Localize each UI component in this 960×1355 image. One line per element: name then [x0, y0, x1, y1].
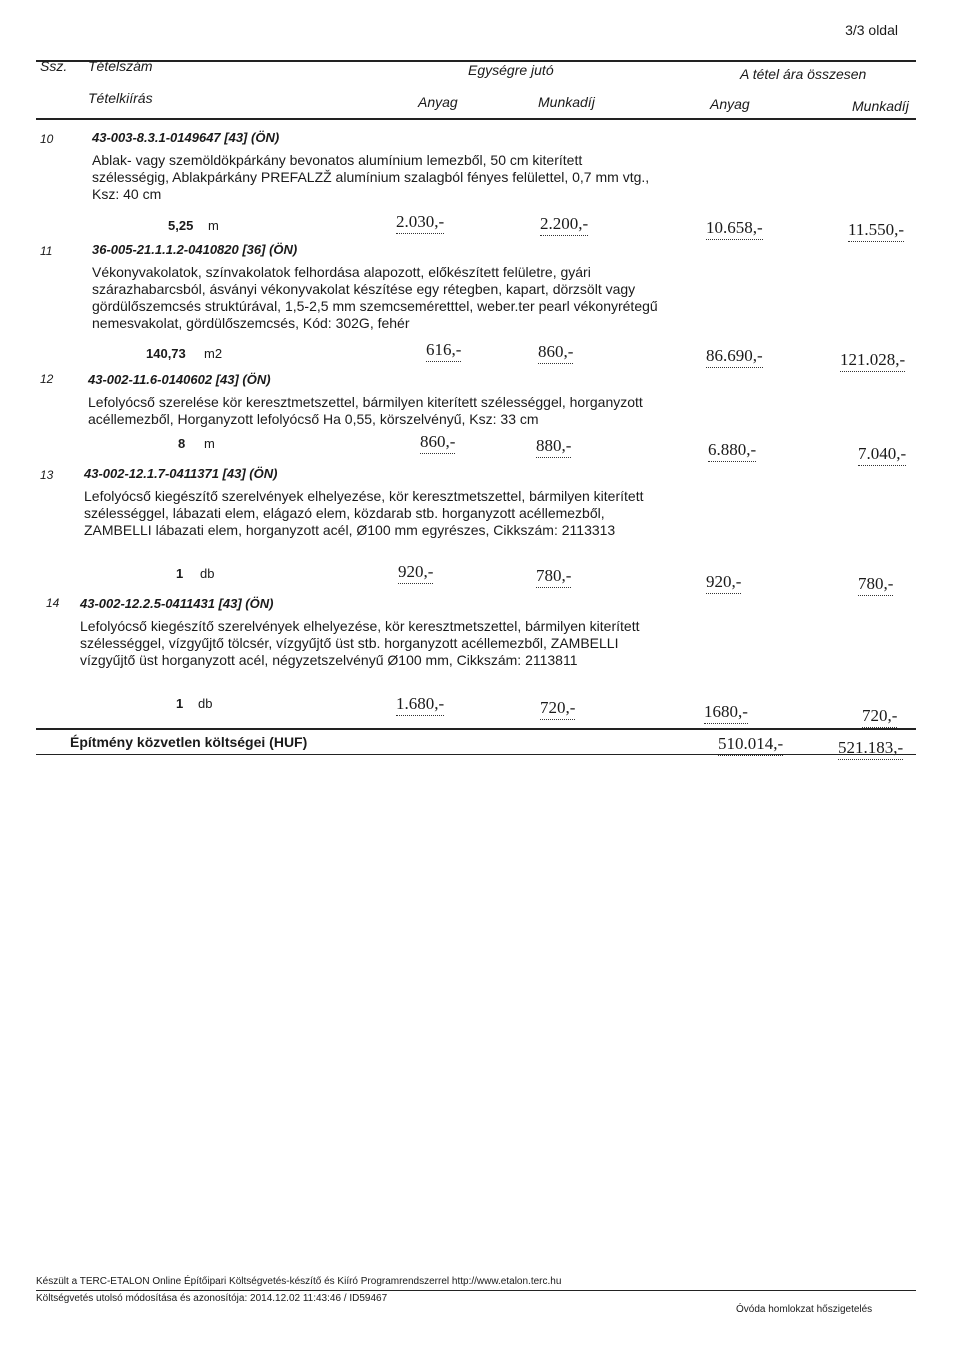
footer-line-1: Készült a TERC-ETALON Online Építőipari Költségvetés-készítő és Kiíró Programrendszerrel http://www.etalon.terc.hu	[36, 1276, 562, 1287]
item-description: Ablak- vagy szemöldökpárkány bevonatos alumínium lemezből, 50 cm kiterített szélességig, Ablakpárkány PREFALZŽ alumínium szalagból fényes felülettel, 0,7 mm vtg., Ksz: 40 cm	[92, 152, 650, 202]
item-munkadij-total: 11.550,-	[848, 220, 904, 242]
item-code: 43-003-8.3.1-0149647 [43] (ÖN)	[92, 130, 280, 145]
total-bottom-rule	[36, 754, 916, 755]
item-unit: m	[204, 436, 215, 451]
item-unit: db	[198, 696, 213, 711]
item-number: 11	[40, 244, 53, 258]
total-label: Építmény közvetlen költségei (HUF)	[70, 734, 308, 750]
item-unit: db	[200, 566, 215, 581]
item-anyag-total: 86.690,-	[706, 346, 763, 368]
item-description: Lefolyócső kiegészítő szerelvények elhelyezése, kör keresztmetszettel, bármilyen kiterített szélességgel, lábazati elem, elágazó elem, közdarab stb. horganyzott acéllemezből, ZAMBELLI lábazati elem, horganyzott acél, Ø100 mm egyrészes, Cikkszám: 2113313	[84, 488, 644, 538]
item-number: 13	[40, 468, 54, 482]
item-code: 43-002-12.1.7-0411371 [43] (ÖN)	[84, 466, 278, 481]
item-anyag-total: 920,-	[706, 572, 741, 594]
page-number: 3/3 oldal	[845, 22, 898, 38]
item-munkadij-unit-price: 860,-	[538, 342, 573, 364]
item-code: 43-002-11.6-0140602 [43] (ÖN)	[88, 372, 271, 387]
item-code: 43-002-12.2.5-0411431 [43] (ÖN)	[80, 596, 274, 611]
footer-project-name: Óvóda homlokzat hőszigetelés	[736, 1304, 873, 1315]
item-quantity: 1	[176, 566, 184, 581]
header-munkadij-unit: Munkadíj	[538, 94, 595, 110]
item-munkadij-total: 121.028,-	[840, 350, 905, 372]
item-number: 14	[46, 596, 60, 610]
item-munkadij-total: 7.040,-	[858, 444, 906, 466]
item-anyag-total: 6.880,-	[708, 440, 756, 462]
total-anyag: 510.014,-	[718, 734, 783, 756]
item-munkadij-unit-price: 2.200,-	[540, 214, 588, 236]
item-anyag-unit-price: 616,-	[426, 340, 461, 362]
item-unit: m2	[204, 346, 223, 361]
header-anyag-unit: Anyag	[418, 94, 458, 110]
item-description: Lefolyócső kiegészítő szerelvények elhelyezése, kör keresztmetszettel, bármilyen kiterített szélességgel, vízgyűjtő tölcsér, vízgyűjtő üst stb. horganyzott acéllemezből, ZAMBELLI vízgyűjtő üst horganyzott acél, négyzetszelvényű Ø100 mm, Cikkszám: 2113811	[80, 618, 640, 668]
header-tetel-ara: A tétel ára összesen	[740, 66, 867, 82]
item-munkadij-total: 780,-	[858, 574, 893, 596]
item-anyag-unit-price: 920,-	[398, 562, 433, 584]
item-description: Lefolyócső szerelése kör keresztmetszettel, bármilyen kiterített szélességgel, horganyzott acéllemezből, Horganyzott lefolyócső Ha 0,55, körszelvényű, Ksz: 33 cm	[88, 394, 643, 427]
item-quantity: 140,73	[146, 346, 186, 361]
item-munkadij-unit-price: 720,-	[540, 698, 575, 720]
item-anyag-total: 1680,-	[704, 702, 748, 724]
header-munkadij-total: Munkadíj	[852, 98, 909, 114]
header-tetelszam: Tételszám	[88, 58, 153, 74]
header-egysegre-juto: Egységre jutó	[468, 62, 554, 78]
item-quantity: 1	[176, 696, 184, 711]
item-anyag-unit-price: 1.680,-	[396, 694, 444, 716]
item-number: 10	[40, 132, 54, 146]
total-munkadij: 521.183,-	[838, 738, 903, 760]
item-munkadij-unit-price: 780,-	[536, 566, 571, 588]
total-top-rule	[36, 728, 916, 730]
item-number: 12	[40, 372, 54, 386]
item-munkadij-unit-price: 880,-	[536, 436, 571, 458]
header-anyag-total: Anyag	[710, 96, 750, 112]
item-code: 36-005-21.1.1.2-0410820 [36] (ÖN)	[92, 242, 298, 257]
header-bottom-rule	[36, 118, 916, 120]
item-anyag-total: 10.658,-	[706, 218, 763, 240]
item-unit: m	[208, 218, 219, 233]
header-ssz: Ssz.	[40, 58, 68, 74]
item-anyag-unit-price: 2.030,-	[396, 212, 444, 234]
item-anyag-unit-price: 860,-	[420, 432, 455, 454]
item-munkadij-total: 720,-	[862, 706, 897, 728]
item-quantity: 5,25	[168, 218, 194, 233]
item-quantity: 8	[178, 436, 186, 451]
header-tetelkiiras: Tételkiírás	[88, 90, 153, 106]
footer-rule	[36, 1290, 916, 1291]
footer-line-2: Költségvetés utolsó módosítása és azonosítója: 2014.12.02 11:43:46 / ID59467	[36, 1293, 388, 1304]
item-description: Vékonyvakolatok, színvakolatok felhordása alapozott, előkészített felületre, gyári szárazhabarcsból, ásványi vékonyvakolat készítése egy rétegben, kapart, dörzsölt vagy gördülőszemcsés struktúrával, 1,5-2,5 mm szemcseméretttel, weber.ter pearl vékonyrétegű nemesvakolat, gördülőszemcsés, Kód: 302G, fehér	[92, 264, 658, 331]
